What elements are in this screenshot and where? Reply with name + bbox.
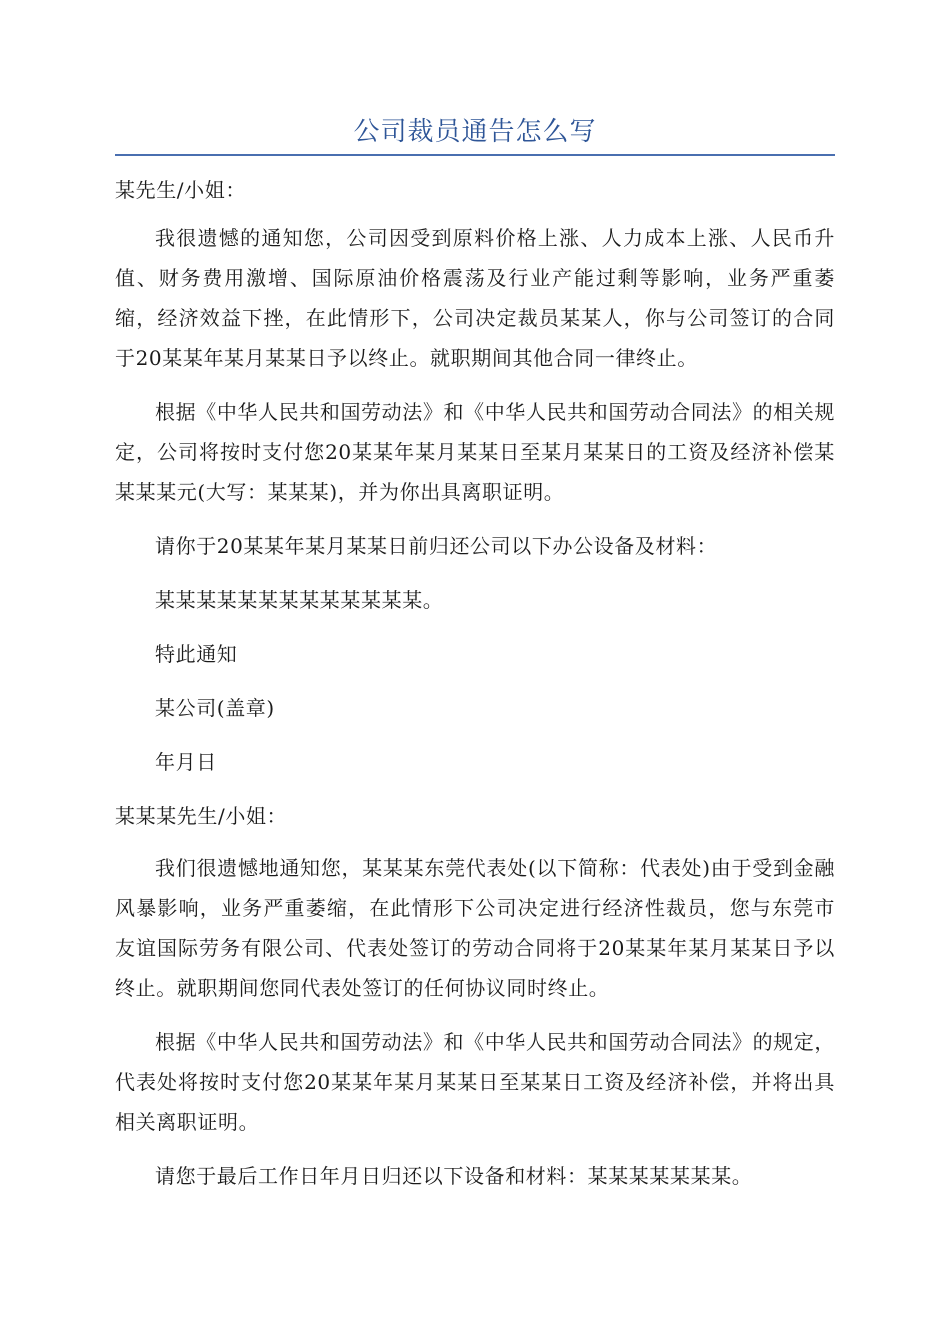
date-line: 年月日 (155, 750, 217, 774)
closing-notice: 特此通知 (155, 642, 238, 666)
notice-paragraph-2: 根据《中华人民共和国劳动法》和《中华人民共和国劳动合同法》的相关规定，公司将按时支付您20某某年某月某某日至某月某某日的工资及经济补偿某某某某元(大写：某某某)，并为你出具离职证明。 (115, 400, 835, 504)
salutation-2: 某某某先生/小姐： (115, 804, 288, 828)
salutation-1: 某先生/小姐： (115, 178, 246, 202)
title-underline (115, 154, 835, 156)
company-seal: 某公司(盖章) (155, 696, 275, 720)
document-body (115, 170, 835, 1196)
return-request-2: 请您于最后工作日年月日归还以下设备和材料：某某某某某某某。 (155, 1164, 753, 1188)
notice-paragraph-1: 我很遗憾的通知您，公司因受到原料价格上涨、人力成本上涨、人民币升值、财务费用激增、国际原油价格震荡及行业产能过剩等影响，业务严重萎缩，经济效益下挫，在此情形下，公司决定裁员某某人，你与公司签订的合同于20某某年某月某某日予以终止。就职期间其他合同一律终止。 (115, 226, 835, 370)
notice-paragraph-3: 我们很遗憾地通知您，某某某东莞代表处(以下简称：代表处)由于受到金融风暴影响，业务严重萎缩，在此情形下公司决定进行经济性裁员，您与东莞市友谊国际劳务有限公司、代表处签订的劳动合同将于20某某年某月某某日予以终止。就职期间您同代表处签订的任何协议同时终止。 (115, 856, 835, 1000)
document-title: 公司裁员通告怎么写 (353, 117, 597, 147)
notice-paragraph-4: 根据《中华人民共和国劳动法》和《中华人民共和国劳动合同法》的规定，代表处将按时支付您20某某年某月某某日至某某日工资及经济补偿，并将出具相关离职证明。 (115, 1030, 835, 1134)
equipment-list-1: 某某某某某某某某某某某某某。 (155, 588, 444, 612)
return-request-1: 请你于20某某年某月某某日前归还公司以下办公设备及材料： (155, 534, 718, 558)
